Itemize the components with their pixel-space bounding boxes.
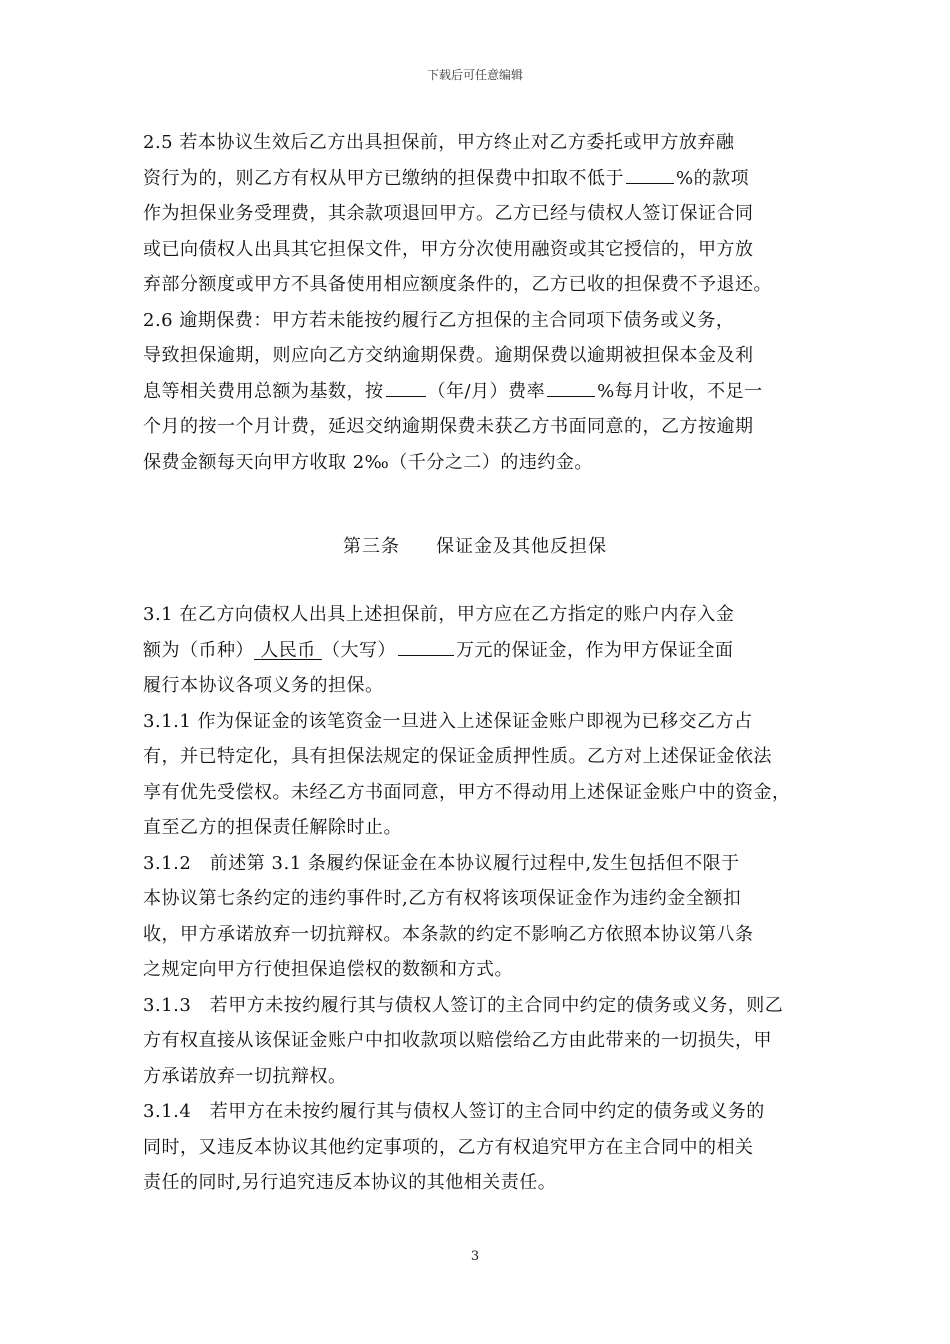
clause-3-1-4-line-3: 责任的同时,另行追究违反本协议的其他相关责任。 — [143, 1172, 557, 1193]
clause-2-5-line-5: 弃部分额度或甲方不具备使用相应额度条件的，乙方已收的担保费不予退还。 — [143, 274, 772, 295]
clause-2-5-line-3: 作为担保业务受理费，其余款项退回甲方。乙方已经与债权人签订保证合同 — [143, 203, 754, 224]
clause-3-1-1-line-2: 有，并已特定化，具有担保法规定的保证金质押性质。乙方对上述保证金依法 — [143, 746, 772, 767]
clause-2-6-line-3-text: 息等相关费用总额为基数，按 — [143, 380, 384, 402]
clause-2-6-line-2: 导致担保逾期，则应向乙方交纳逾期保费。逾期保费以逾期被担保本金及利 — [143, 345, 754, 366]
amount-blank — [398, 635, 454, 656]
clause-2-5-line-1: 2.5 若本协议生效后乙方出具担保前，甲方终止对乙方委托或甲方放弃融 — [143, 132, 735, 153]
clause-3-1-2-line-3: 收，甲方承诺放弃一切抗辩权。本条款的约定不影响乙方依照本协议第八条 — [143, 923, 754, 945]
clause-3-1-3-line-1: 3.1.3 若甲方未按约履行其与债权人签订的主合同中约定的债务或义务，则乙 — [143, 994, 784, 1016]
section-title — [0, 532, 950, 558]
clause-2-6-line-4: 个月的按一个月计费，延迟交纳逾期保费未获乙方书面同意的，乙方按逾期 — [143, 416, 754, 437]
period-blank — [386, 376, 426, 397]
amount-uppercase-label: （大写） — [321, 639, 396, 661]
percent-blank — [626, 163, 674, 184]
clause-3-1-1-line-1: 3.1.1 作为保证金的该笔资金一旦进入上述保证金账户即视为已移交乙方占 — [143, 710, 753, 732]
clause-3-1-3-line-2: 方有权直接从该保证金账户中扣收款项以赔偿给乙方由此带来的一切损失，甲 — [143, 1030, 772, 1051]
clause-2-6-line-3-suffix: %每月计收，不足一 — [597, 380, 763, 402]
page-header: 下载后可任意编辑 — [426, 68, 523, 82]
clause-2-6-line-1: 2.6 逾期保费：甲方若未能按约履行乙方担保的主合同项下债务或义务， — [143, 309, 735, 331]
rate-blank — [547, 376, 595, 397]
clause-2-block — [143, 125, 823, 480]
clause-2-6-line-3 — [143, 374, 823, 410]
clause-3-1-2-line-1: 3.1.2 前述第 3.1 条履约保证金在本协议履行过程中,发生包括但不限于 — [143, 852, 740, 874]
clause-3-1-4-line-2: 同时，又违反本协议其他约定事项的，乙方有权追究甲方在主合同中的相关 — [143, 1136, 754, 1158]
clause-3-1-1-line-4: 直至乙方的担保责任解除时止。 — [143, 817, 402, 838]
clause-2-5-line-2-text: 资行为的，则乙方有权从甲方已缴纳的担保费中扣取不低于 — [143, 167, 624, 189]
clause-3-1-2-line-2: 本协议第七条约定的违约事件时,乙方有权将该项保证金作为违约金全额扣 — [143, 888, 742, 909]
clause-3-1-line-3: 履行本协议各项义务的担保。 — [143, 675, 384, 696]
clause-3-1-4-line-1: 3.1.4 若甲方在未按约履行其与债权人签订的主合同中约定的债务或义务的 — [143, 1101, 765, 1122]
clause-2-6-line-5: 保费金额每天向甲方收取 2‰（千分之二）的违约金。 — [143, 451, 593, 473]
clause-3-1-3-line-3: 方承诺放弃一切抗辩权。 — [143, 1065, 347, 1087]
currency-value: 人民币 — [260, 639, 316, 661]
clause-3-block — [143, 597, 823, 1201]
section-name: 保证金及其他反担保 — [436, 536, 607, 557]
clause-3-1-line-2-suffix: 万元的保证金，作为甲方保证全面 — [455, 639, 734, 661]
clause-3-1-2-line-4: 之规定向甲方行使担保追偿权的数额和方式。 — [143, 959, 513, 980]
clause-2-6-rate-label: （年/月）费率 — [427, 380, 546, 402]
clause-3-1-line-2 — [143, 633, 823, 669]
clause-3-1-1-line-3: 享有优先受偿权。未经乙方书面同意，甲方不得动用上述保证金账户中的资金， — [143, 781, 791, 803]
page-number: 3 — [470, 1249, 480, 1264]
clause-2-5-line-2 — [143, 161, 823, 197]
clause-2-5-line-4: 或已向债权人出具其它担保文件，甲方分次使用融资或其它授信的，甲方放 — [143, 238, 754, 260]
section-number: 第三条 — [343, 536, 400, 557]
clause-3-1-line-1: 3.1 在乙方向债权人出具上述担保前，甲方应在乙方指定的账户内存入金 — [143, 604, 735, 625]
clause-2-5-line-2-suffix: %的款项 — [676, 167, 750, 189]
currency-label: 额为（币种） — [143, 639, 254, 661]
